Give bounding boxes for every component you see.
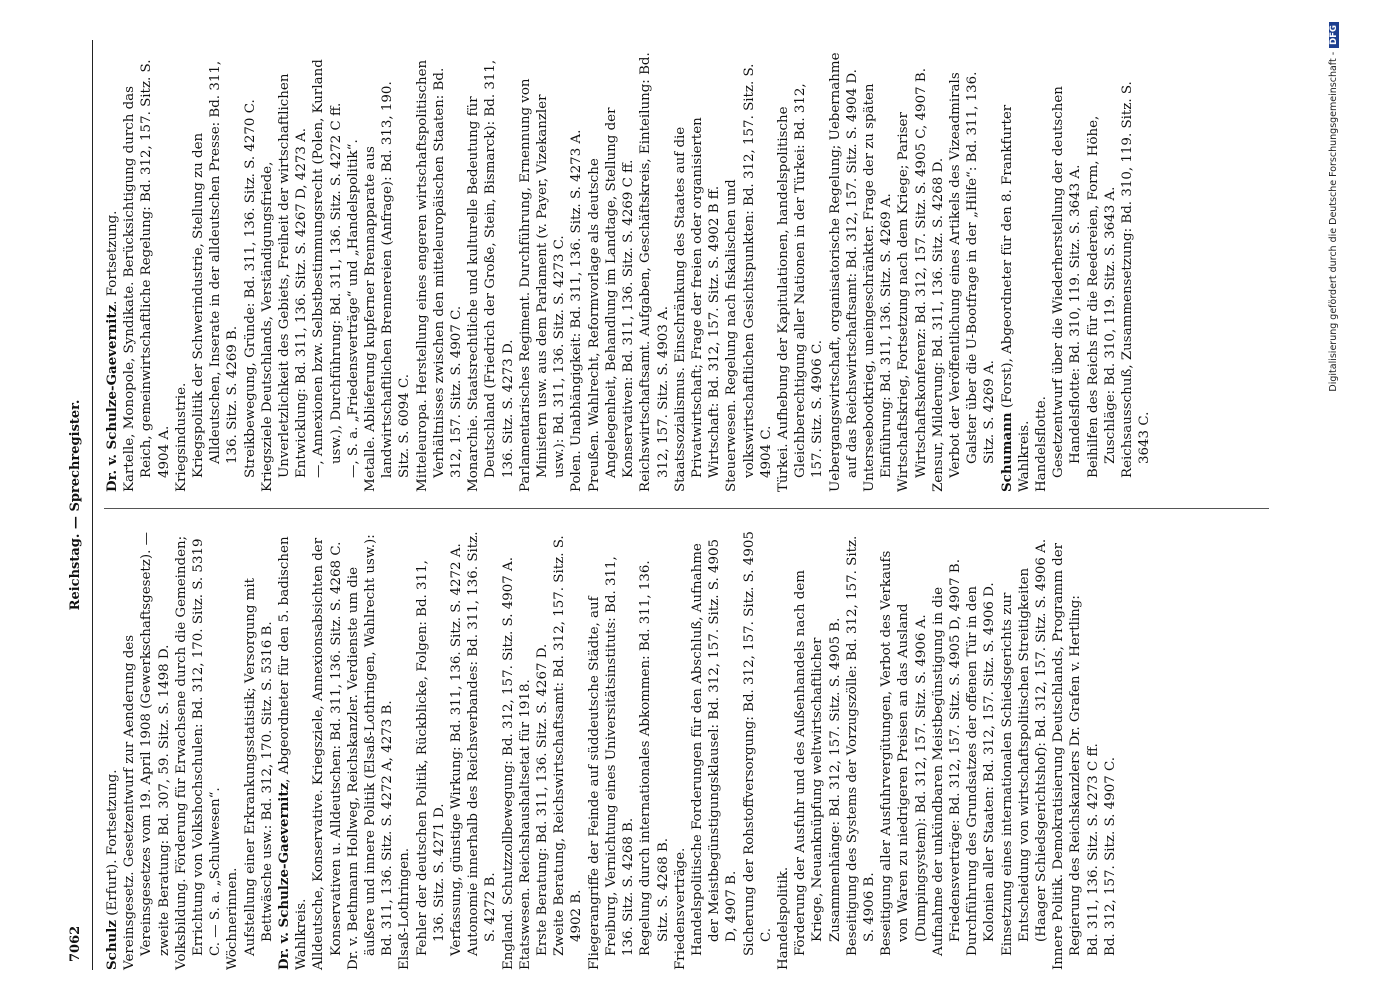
subject-entry: Preußen. Wahlrecht, Reformvorlage als deutsche Angelegenheit, Behandlung im Landtage, Stellung der Konservativen: Bd. 311, 136. Sitz. S. 4269 C ff. (586, 107, 637, 492)
subentry: Handelspolitische Forderungen für den Abschluß, Aufnahme der Meistbegünstigungsklausel: Bd. 312, 157. Sitz. S. 4905 D, 4907 B. (689, 538, 740, 956)
page-number: 7062 (68, 925, 83, 962)
subentry: Beihilfen des Reichs für die Reedereien, Form, Höhe, Zuschläge: Bd. 310, 119. Sitz. S. 3643 A. (1085, 115, 1118, 478)
subentry: Streikbewegung, Gründe: Bd. 311, 136. Sitz. S. 4270 C. (242, 99, 258, 478)
column-divider (104, 508, 1269, 509)
register-entry (104, 52, 121, 492)
subject-entry: Kartelle, Monopole, Syndikate. Berücksichtigung durch das Reich, gemeinwirtschaftliche Regelung: Bd. 312, 157. Sitz. S. 4904 A. (122, 59, 172, 492)
subject-entry: Etatswesen. Reichshaushaltsetat für 1918. (517, 679, 533, 970)
subentry: Zweite Beratung, Reichswirtschaftsamt: Bd. 312, 157. Sitz. S. 4902 B. (552, 535, 585, 956)
subject-entry: Zensur, Milderung: Bd. 311, 136. Sitz. S. 4268 D. (930, 157, 946, 492)
subject-entry: Kriegsziele Deutschlands, Verständigungsfriede, Unverletzlichkeit des Gebiets, Freiheit der wirtschaftlichen Entwicklung: Bd. 311, 136. Sitz. S. 4267 D, 4273 A. (259, 73, 310, 492)
register-entry (276, 530, 310, 970)
entry-name: Schumann (998, 412, 1015, 492)
subject-entry: Handelspolitik. (775, 866, 791, 970)
subject-entry: Unterseebootkrieg, uneingeschränkter. Frage der zu späten Einführung: Bd. 311, 136. Sitz. S. 4269 A. (861, 83, 895, 492)
entry-name: Dr. v. Schulze-Gaevernitz (276, 782, 293, 970)
subject-entry: England. Schutzzollbewegung: Bd. 312, 157. Sitz. S. 4907 A. (500, 557, 516, 970)
subject-entry: Metalle. Ablieferung kupferner Brennapparate aus landwirtschaftlichen Brennereien (Anfrage): Bd. 313, 190. Sitz. S. 6094 C. (363, 81, 413, 492)
subject-entry: Polen. Unabhängigkeit: Bd. 311, 136. Sitz. S. 4273 A. (569, 129, 585, 492)
subject-entry: Dr. v. Bethmann Hollweg, Reichskanzler. Verdienste um die äußere und innere Politik (Elsaß-Lothringen, Wahlrecht usw.): Bd. 311, 136. Sitz. S. 4272 A, 4273 B. (345, 534, 396, 970)
subentry: Reichsausschuß, Zusammensetzung: Bd. 310, 119. Sitz. S. 3643 C. (1119, 81, 1153, 478)
subject-entry: Elsaß-Lothringen. (397, 847, 413, 970)
subentry: Regelung durch internationales Abkommen: Bd. 311, 136. Sitz. S. 4268 B. (638, 560, 671, 956)
subject-entry: Staatssozialismus. Einschränkung des Staates auf die Privatwirtschaft; Frage der freien oder organisierten Wirtschaft: Bd. 312, 157. Sitz. S. 4902 B ff. (672, 117, 723, 492)
subject-entry: Wirtschaftskrieg, Fortsetzung nach dem Kriege; Pariser Wirtschaftskonferenz: Bd. 312, 157. Sitz. S. 4905 C, 4907 B. (896, 68, 929, 492)
subject-entry: Reichswirtschaftsamt. Aufgaben, Geschäftskreis, Einteilung: Bd. 312, 157. Sitz. S. 4903 A. (638, 52, 671, 492)
subject-entry: Kriegsindustrie. (173, 382, 189, 492)
subject-entry: Volksbildung. Förderung für Erwachsene durch die Gemeinden; Errichtung von Volkshochschulen: Bd. 312, 170. Sitz. S. 5319 C. — S. a. „Schulwesen“. (173, 535, 224, 970)
subentry: Aufnahme der unkündbaren Meistbegünstigung in die Friedensverträge: Bd. 312, 157. Sitz. S. 4905 D, 4907 B. (930, 558, 963, 956)
subentry: Förderung der Ausfuhr und des Außenhandels nach dem Kriege, Neuanknüpfung weltwirtschaftlicher Zusammenhänge: Bd. 312, 157. Sitz. S. 4905 B. (793, 570, 843, 956)
subject-entry: Innere Politik. Demokratisierung Deutschlands, Programm der Regierung des Reichskanzlers Dr. Grafen v. Hertling: (1051, 542, 1084, 970)
subentry: Beseitigung aller Ausfuhrvergütungen, Verbot des Verkaufs von Waren zu niedrigeren Preisen an das Ausland (Dumpingsystem): Bd. 312, 157. Sitz. S. 4906 A. (879, 550, 929, 956)
subject-entry: Monarchie. Staatsrechtliche und kulturelle Bedeutung für Deutschland (Friedrich der Große, Stein, Bismarck): Bd. 311, 136. Sitz. S. 4273 D. (466, 59, 516, 492)
register-page (38, 40, 1338, 970)
subject-entry: Türkei. Aufhebung der Kapitulationen, handelspolitische Gleichberechtigung aller Nationen in der Türkei: Bd. 312, 157. Sitz. S. 4906 C. (775, 83, 826, 492)
subentry: Einsetzung eines internationalen Schiedsgerichts zur Entscheidung von wirtschaftspolitischen Streitigkeiten (Haager Schiedsgerichtshof): Bd. 312, 157. Sitz. S. 4906 A. (999, 538, 1049, 956)
subject-entry: Mitteleuropa. Herstellung eines engeren wirtschaftspolitischen Verhältnisses zwischen den mitteleuropäischen Staaten: Bd. 312, 157. Sitz. S. 4907 C. (414, 59, 465, 492)
subentry: Erste Beratung: Bd. 311, 136. Sitz. S. 4267 D. (535, 643, 551, 956)
subject-entry: Uebergangswirtschaft, organisatorische Regelung; Uebernahme auf das Reichswirtschaftsamt: Bd. 312, 157. Sitz. S. 4904 D. (827, 52, 860, 492)
subentry: Bd. 312, 157. Sitz. S. 4907 C. (1102, 756, 1118, 956)
entry-name: Schulz (104, 920, 120, 970)
register-entry (999, 52, 1033, 492)
subject-entry: Fliegerangriffe der Feinde auf süddeutsche Städte, auf Freiburg, Vernichtung eines Universitätsinstituts: Bd. 311, 136. Sitz. S. 4268 B. (586, 556, 637, 970)
subject-entry: Vereinsgesetz. Gesetzentwurf zur Aenderung des Vereinsgesetzes vom 19. April 1908 (Gewerkschaftsgesetz). — zweite Beratung: Bd. 307, 59. Sitz. S. 1498 D. (122, 532, 172, 970)
column-left (104, 530, 1119, 970)
subentry: Sicherung der Rohstoffversorgung: Bd. 312, 157. Sitz. S. 4905 C. (741, 531, 774, 956)
side-note-text: Digitalisierung gefördert durch die Deutsche Forschungsgemeinschaft - (1328, 51, 1339, 392)
subentry: Verfassung, günstige Wirkung: Bd. 311, 136. Sitz. S. 4272 A. (449, 543, 465, 956)
subject-entry: Friedensverträge. (672, 847, 688, 970)
subentry: Gesetzentwurf über die Wiederherstellung der deutschen Handelsflotte: Bd. 310, 119. Sitz. S. 3643 A. (1051, 86, 1084, 478)
register-entry (104, 530, 121, 970)
entry-description: (Forst), Abgeordneter für den 8. Frankfurter Wahlkreis. (999, 104, 1032, 492)
subentry: —, Annexionen bzw. Selbstbestimmungsrecht (Polen, Kurland usw.), Durchführung: Bd. 311, 136. Sitz. S. 4272 C ff. (311, 59, 344, 478)
column-right (104, 52, 1153, 492)
entry-description: (Erfurt). Fortsetzung. (105, 769, 120, 920)
subentry: Verbot der Veröffentlichung eines Artikels des Vizeadmirals Galster über die U-Bootfrage in der „Hilfe“: Bd. 311, 136. Sitz. S. 4269 A. (947, 71, 998, 478)
subject-entry: Wöchnerinnen. (225, 867, 241, 970)
subentry: Autonomie innerhalb des Reichsverbandes: Bd. 311, 136. Sitz. S. 4272 B. (466, 531, 499, 956)
running-head: Reichstag. — Sprechregister. (68, 399, 83, 611)
subject-entry: Handelsflotte. (1033, 396, 1049, 492)
subentry: Aufstellung einer Erkrankungsstatistik; Versorgung mit Bettwäsche usw.: Bd. 312, 170. Sitz. S. 5316 B. (242, 577, 275, 956)
subentry: —, S. a. „Friedensverträge“ und „Handelspolitik“. (345, 139, 361, 478)
subject-entry: Steuerwesen. Regelung nach fiskalischen und volkswirtschaftlichen Gesichtspunkten: Bd. 312, 157. Sitz. S. 4904 C. (724, 63, 774, 492)
subject-entry: Parlamentarisches Regiment. Durchführung, Ernennung von Ministern usw. aus dem Parlament (v. Payer, Vizekanzler usw.): Bd. 311, 136. Sitz. S. 4273 C. (517, 78, 568, 492)
entry-description: . Fortsetzung. (105, 210, 120, 305)
page-header (66, 40, 93, 970)
subject-entry: Alldeutsche, Konservative. Kriegsziele, Annexionsabsichten der Konservativen u. Alldeutschen: Bd. 311, 136. Sitz. S. 4268 C. (311, 537, 344, 970)
side-note (1328, 22, 1339, 982)
subentry: Durchführung des Grundsatzes der offenen Tür in den Kolonien aller Staaten: Bd. 312, 157. Sitz. S. 4906 D. (965, 582, 998, 956)
subentry: Bd. 311, 136. Sitz. S. 4273 C ff. (1085, 743, 1101, 956)
subentry: Fehler der deutschen Politik, Rückblicke, Folgen: Bd. 311, 136. Sitz. S. 4271 D. (414, 560, 447, 956)
entry-description: , Abgeordneter für den 5. badischen Wahlkreis. (277, 536, 310, 970)
subentry: Beseitigung des Systems der Vorzugszölle: Bd. 312, 157. Sitz. S. 4906 B. (844, 535, 877, 956)
dfg-logo: DFG (1329, 22, 1339, 48)
subentry: Kriegspolitik der Schwerindustrie, Stellung zu den Alldeutschen, Inserate in der alldeutschen Presse: Bd. 311, 136. Sitz. S. 4269 B. (191, 60, 241, 478)
entry-name: Dr. v. Schulze-Gaevernitz (104, 304, 120, 492)
